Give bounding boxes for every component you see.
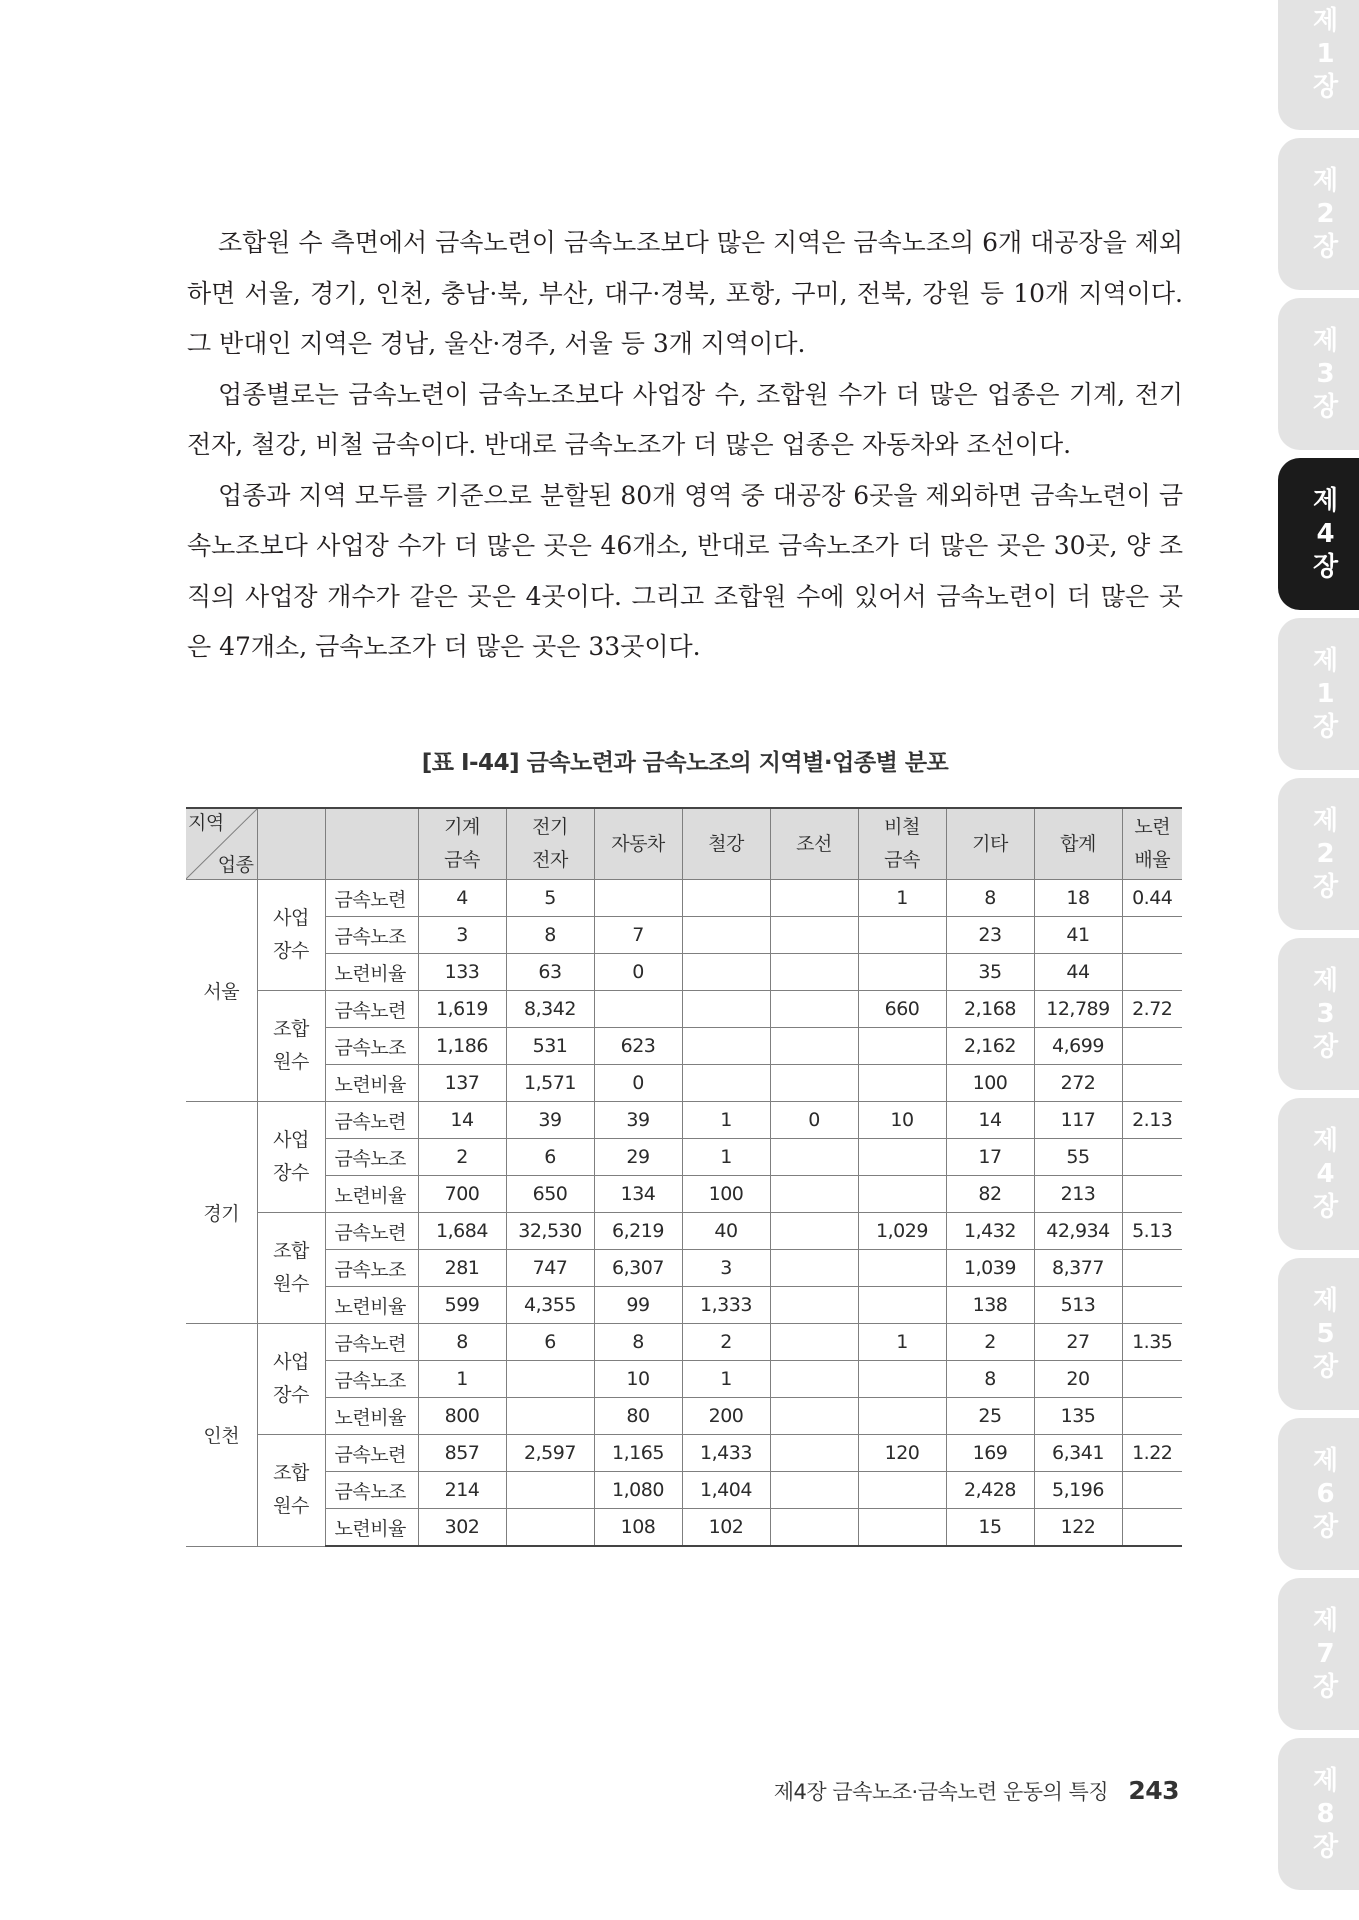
value-cell: 44 [1034,954,1122,991]
page-number: 243 [1128,1776,1179,1805]
value-cell [1122,1472,1182,1509]
table-row [186,1139,1182,1176]
value-cell: 1,333 [682,1287,770,1324]
value-cell [858,1250,946,1287]
value-cell: 0 [594,954,682,991]
value-cell: 117 [1034,1102,1122,1139]
value-cell: 272 [1034,1065,1122,1102]
metric-cell: 금속노조 [325,1472,418,1509]
value-cell: 8 [506,917,594,954]
value-cell: 135 [1034,1398,1122,1435]
chapter-tab[interactable]: 제 4 장 [1278,458,1359,610]
value-cell [770,991,858,1028]
value-cell [770,1324,858,1361]
column-header: 노련 배율 [1122,808,1182,880]
value-cell: 513 [1034,1287,1122,1324]
value-cell [858,1361,946,1398]
value-cell [770,1398,858,1435]
value-cell [858,954,946,991]
value-cell: 23 [946,917,1034,954]
value-cell: 169 [946,1435,1034,1472]
value-cell: 6 [506,1324,594,1361]
table-row [186,1361,1182,1398]
value-cell: 2,162 [946,1028,1034,1065]
table-row [186,954,1182,991]
value-cell: 42,934 [1034,1213,1122,1250]
value-cell: 27 [1034,1324,1122,1361]
value-cell [858,1028,946,1065]
group-label-cell: 조합 원수 [257,991,325,1102]
value-cell: 55 [1034,1139,1122,1176]
value-cell: 1,684 [418,1213,506,1250]
running-title: 제4장 금속노조·금속노련 운동의 특징 [773,1780,1109,1804]
value-cell: 32,530 [506,1213,594,1250]
value-cell: 20 [1034,1361,1122,1398]
value-cell: 5 [506,880,594,917]
table-row [186,917,1182,954]
chapter-tab[interactable]: 제 8 장 [1278,1738,1359,1890]
chapter-tab[interactable]: 제 6 장 [1278,1418,1359,1570]
value-cell: 302 [418,1509,506,1547]
value-cell [1122,917,1182,954]
metric-cell: 금속노조 [325,917,418,954]
value-cell: 214 [418,1472,506,1509]
metric-cell: 금속노조 [325,1028,418,1065]
value-cell: 1 [682,1102,770,1139]
table-row [186,1435,1182,1472]
value-cell: 1 [418,1361,506,1398]
value-cell [858,1176,946,1213]
value-cell: 17 [946,1139,1034,1176]
value-cell [770,1472,858,1509]
value-cell: 800 [418,1398,506,1435]
value-cell [1122,1398,1182,1435]
value-cell [506,1361,594,1398]
value-cell: 10 [594,1361,682,1398]
value-cell: 6,341 [1034,1435,1122,1472]
value-cell [770,1361,858,1398]
value-cell: 8 [594,1324,682,1361]
metric-cell: 금속노련 [325,1435,418,1472]
table-row [186,991,1182,1028]
value-cell: 41 [1034,917,1122,954]
page-footer [774,1776,1179,1806]
value-cell [858,1398,946,1435]
body-text [187,218,1183,673]
value-cell [858,1509,946,1547]
value-cell: 213 [1034,1176,1122,1213]
value-cell [594,880,682,917]
table-row [186,880,1182,917]
value-cell: 122 [1034,1509,1122,1547]
value-cell: 2 [682,1324,770,1361]
table-body [186,880,1182,1547]
value-cell: 39 [594,1102,682,1139]
value-cell [682,917,770,954]
value-cell [506,1509,594,1547]
value-cell [682,880,770,917]
column-header: 기타 [946,808,1034,880]
value-cell: 747 [506,1250,594,1287]
column-header: 철강 [682,808,770,880]
value-cell: 5,196 [1034,1472,1122,1509]
metric-cell: 금속노조 [325,1250,418,1287]
value-cell: 8 [946,1361,1034,1398]
value-cell: 1.35 [1122,1324,1182,1361]
value-cell [770,917,858,954]
chapter-tab[interactable]: 제 2 장 [1278,778,1359,930]
table-row [186,1065,1182,1102]
value-cell: 599 [418,1287,506,1324]
metric-cell: 노련비율 [325,1065,418,1102]
column-header: 전기 전자 [506,808,594,880]
value-cell: 4,699 [1034,1028,1122,1065]
value-cell: 1 [682,1361,770,1398]
value-cell: 10 [858,1102,946,1139]
chapter-tab[interactable]: 제 1 장 [1278,0,1359,130]
value-cell: 39 [506,1102,594,1139]
value-cell: 134 [594,1176,682,1213]
column-header: 비철 금속 [858,808,946,880]
value-cell [594,991,682,1028]
value-cell: 5.13 [1122,1213,1182,1250]
metric-cell: 노련비율 [325,1176,418,1213]
value-cell [770,1213,858,1250]
value-cell: 8,342 [506,991,594,1028]
value-cell: 1,619 [418,991,506,1028]
value-cell [682,1065,770,1102]
value-cell [770,1028,858,1065]
value-cell: 2.72 [1122,991,1182,1028]
value-cell: 14 [418,1102,506,1139]
metric-cell: 금속노련 [325,1324,418,1361]
value-cell: 8,377 [1034,1250,1122,1287]
value-cell [858,917,946,954]
column-header: 기계 금속 [418,808,506,880]
value-cell: 2 [418,1139,506,1176]
metric-cell: 금속노조 [325,1361,418,1398]
value-cell [506,1472,594,1509]
value-cell: 857 [418,1435,506,1472]
value-cell: 15 [946,1509,1034,1547]
group-label-cell: 사업 장수 [257,1102,325,1213]
value-cell: 531 [506,1028,594,1065]
header-blank-cell [325,808,418,880]
column-header: 조선 [770,808,858,880]
value-cell [770,1509,858,1547]
value-cell [1122,1361,1182,1398]
value-cell: 1 [858,1324,946,1361]
value-cell: 1 [682,1139,770,1176]
value-cell: 7 [594,917,682,954]
value-cell: 108 [594,1509,682,1547]
value-cell: 2,168 [946,991,1034,1028]
table-row [186,1287,1182,1324]
value-cell [770,954,858,991]
value-cell: 102 [682,1509,770,1547]
value-cell [770,1435,858,1472]
value-cell: 4,355 [506,1287,594,1324]
value-cell [770,1287,858,1324]
value-cell: 80 [594,1398,682,1435]
value-cell [682,991,770,1028]
metric-cell: 금속노련 [325,991,418,1028]
table-row [186,1324,1182,1361]
value-cell [1122,1065,1182,1102]
table-row [186,1472,1182,1509]
chapter-tab[interactable]: 제 2 장 [1278,138,1359,290]
table-row [186,1028,1182,1065]
chapter-tab[interactable]: 제 7 장 [1278,1578,1359,1730]
value-cell: 29 [594,1139,682,1176]
value-cell: 6,219 [594,1213,682,1250]
value-cell [1122,1509,1182,1547]
region-cell: 인천 [186,1324,257,1547]
paragraph: 업종별로는 금속노련이 금속노조보다 사업장 수, 조합원 수가 더 많은 업종은 기계, 전기전자, 철강, 비철 금속이다. 반대로 금속노조가 더 많은 업종은 자동차와 조선이다. [187,379,1183,459]
value-cell: 4 [418,880,506,917]
metric-cell: 노련비율 [325,954,418,991]
value-cell: 1 [858,880,946,917]
metric-cell: 노련비율 [325,1398,418,1435]
chapter-tab[interactable]: 제 3 장 [1278,938,1359,1090]
value-cell: 1,039 [946,1250,1034,1287]
value-cell [1122,1250,1182,1287]
value-cell: 18 [1034,880,1122,917]
table-row [186,1176,1182,1213]
table-row [186,1509,1182,1547]
value-cell: 700 [418,1176,506,1213]
value-cell: 133 [418,954,506,991]
table-row [186,1213,1182,1250]
value-cell: 200 [682,1398,770,1435]
value-cell: 8 [418,1324,506,1361]
metric-cell: 노련비율 [325,1287,418,1324]
value-cell [770,1176,858,1213]
value-cell: 660 [858,991,946,1028]
value-cell [770,1250,858,1287]
value-cell: 1,432 [946,1213,1034,1250]
value-cell [858,1139,946,1176]
chapter-tab[interactable]: 제 4 장 [1278,1098,1359,1250]
value-cell: 281 [418,1250,506,1287]
header-blank-cell [257,808,325,880]
paragraph: 업종과 지역 모두를 기준으로 분할된 80개 영역 중 대공장 6곳을 제외하면 금속노련이 금속노조보다 사업장 수가 더 많은 곳은 46개소, 반대로 금속노조가 더 많은 곳은 30곳, 양 조직의 사업장 개수가 같은 곳은 4곳이다. 그리고 조합원 수에 있어서 금속노련이 더 많은 곳은 47개소, 금속노조가 더 많은 곳은 33곳이다. [187,480,1183,661]
region-label: 지역 [188,812,224,834]
metric-cell: 노련비율 [325,1509,418,1547]
value-cell [1122,1139,1182,1176]
value-cell: 1.22 [1122,1435,1182,1472]
value-cell: 6,307 [594,1250,682,1287]
value-cell: 1,080 [594,1472,682,1509]
group-label-cell: 사업 장수 [257,1324,325,1435]
value-cell: 100 [946,1065,1034,1102]
value-cell: 1,165 [594,1435,682,1472]
value-cell [506,1398,594,1435]
value-cell [682,954,770,991]
value-cell: 2 [946,1324,1034,1361]
region-cell: 경기 [186,1102,257,1324]
metric-cell: 금속노조 [325,1139,418,1176]
value-cell: 120 [858,1435,946,1472]
value-cell [682,1028,770,1065]
value-cell: 6 [506,1139,594,1176]
value-cell [1122,1287,1182,1324]
region-cell: 서울 [186,880,257,1102]
value-cell [770,1139,858,1176]
table-header-row [186,808,1182,880]
value-cell: 1,433 [682,1435,770,1472]
chapter-tab[interactable]: 제 1 장 [1278,618,1359,770]
value-cell: 1,029 [858,1213,946,1250]
value-cell: 650 [506,1176,594,1213]
value-cell: 100 [682,1176,770,1213]
metric-cell: 금속노련 [325,880,418,917]
value-cell [770,880,858,917]
diagonal-header-cell [186,808,257,880]
value-cell [858,1287,946,1324]
chapter-tab[interactable]: 제 5 장 [1278,1258,1359,1410]
value-cell: 35 [946,954,1034,991]
value-cell: 1,404 [682,1472,770,1509]
table-row [186,1102,1182,1139]
value-cell: 3 [682,1250,770,1287]
industry-label: 업종 [217,854,254,876]
value-cell: 14 [946,1102,1034,1139]
metric-cell: 금속노련 [325,1102,418,1139]
column-header: 합계 [1034,808,1122,880]
table-row [186,1250,1182,1287]
value-cell: 0.44 [1122,880,1182,917]
value-cell: 12,789 [1034,991,1122,1028]
value-cell: 623 [594,1028,682,1065]
value-cell: 1,571 [506,1065,594,1102]
value-cell: 2.13 [1122,1102,1182,1139]
value-cell: 25 [946,1398,1034,1435]
value-cell: 40 [682,1213,770,1250]
value-cell: 3 [418,917,506,954]
value-cell [858,1472,946,1509]
column-header: 자동차 [594,808,682,880]
value-cell: 8 [946,880,1034,917]
value-cell: 137 [418,1065,506,1102]
group-label-cell: 조합 원수 [257,1435,325,1547]
value-cell: 0 [594,1065,682,1102]
value-cell: 2,597 [506,1435,594,1472]
value-cell [1122,1176,1182,1213]
table-caption: [표 Ⅰ-44] 금속노련과 금속노조의 지역별·업종별 분포 [421,750,949,776]
value-cell: 63 [506,954,594,991]
group-label-cell: 사업 장수 [257,880,325,991]
value-cell: 99 [594,1287,682,1324]
paragraph: 조합원 수 측면에서 금속노련이 금속노조보다 많은 지역은 금속노조의 6개 대공장을 제외하면 서울, 경기, 인천, 충남·북, 부산, 대구·경북, 포항, 구미, 전북, 강원 등 10개 지역이다. 그 반대인 지역은 경남, 울산·경주, 서울 등 3개 지역이다. [187,228,1183,358]
value-cell [770,1065,858,1102]
value-cell: 82 [946,1176,1034,1213]
table-row [186,1398,1182,1435]
chapter-tab[interactable]: 제 3 장 [1278,298,1359,450]
distribution-table [186,807,1182,1547]
value-cell [858,1065,946,1102]
value-cell: 0 [770,1102,858,1139]
metric-cell: 금속노련 [325,1213,418,1250]
value-cell: 1,186 [418,1028,506,1065]
value-cell: 138 [946,1287,1034,1324]
value-cell [1122,1028,1182,1065]
group-label-cell: 조합 원수 [257,1213,325,1324]
value-cell [1122,954,1182,991]
value-cell: 2,428 [946,1472,1034,1509]
